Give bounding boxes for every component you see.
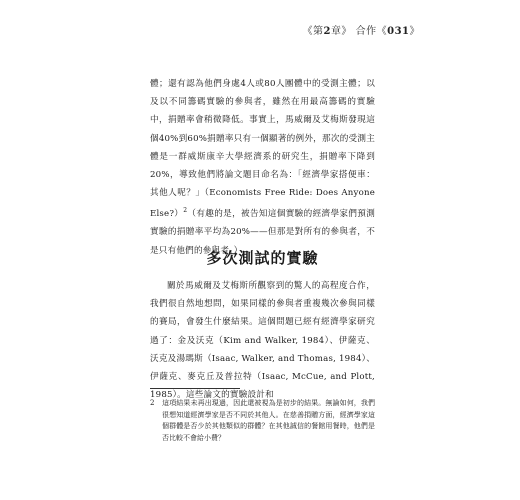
body-paragraph-2 [150,277,375,404]
paragraph-1-text-b: （有趣的是，被告知這個實驗的經濟學家們預測實驗的捐贈率平均為20%——但那是對所有的參與者，不是只有他們的參與者。） [150,209,376,256]
footnote-divider [150,388,240,389]
paragraph-2-text: 關於馬威爾及艾梅斯所觀察到的驚人的高程度合作，我們很自然地想問，如果同樣的參與者重複幾次參與同樣的賽局，會發生什麼結果。這個問題已經有經濟學家研究過了：金及沃克（Kim and Walker, 1984）、伊薩克、沃克及湯瑪斯（Isaac, Walker, and Thomas, 1984）、伊薩克、麥克丘及普拉特（Isaac, McCue, and Plott, 1985）。這些論文的實驗設計和 [150,281,375,401]
page-suffix: 》 [409,26,420,37]
page-number: 031 [387,26,410,37]
chapter-suffix: 章》 [330,26,352,37]
body-paragraph-1 [150,75,375,260]
running-header [302,22,420,37]
chapter-number: 2 [323,26,331,37]
chapter-title: 合作 [355,26,377,37]
footnote-number: 2 [150,399,155,407]
section-heading: 多次測試的實驗 [206,249,319,267]
paragraph-1-text-a: 體；還有認為他們身處4人或80人團體中的受測主體；以及以不同籌碼實驗的參與者，雖然在用最高籌碼的實驗中，捐贈率會稍微降低。事實上，馬威爾及艾梅斯發現這個40%到60%捐贈率只有一個顯著的例外，那次的受測主體是一群威斯康辛大學經濟系的研究生，捐贈率下降到20%，導致他們將論文題目命名為：「經濟學家搭便車：其他人呢？」（Economists Free Ride: Does Anyone Else?） [150,79,375,220]
footnote [150,398,375,444]
chapter-prefix: 《第 [302,26,324,37]
page-prefix: 《 [376,26,388,37]
footnote-text: 這項結果未再出現過，因此還被視為是初步的結果。無論如何，我們很想知道經濟學家是否不同於其他人。在慈善捐贈方面，經濟學家這個群體是否少於其他類似的群體？在其他誠信的餐館用餐時，他們是否比較不會給小費？ [162,399,375,442]
footnote-reference: 2 [183,207,188,215]
